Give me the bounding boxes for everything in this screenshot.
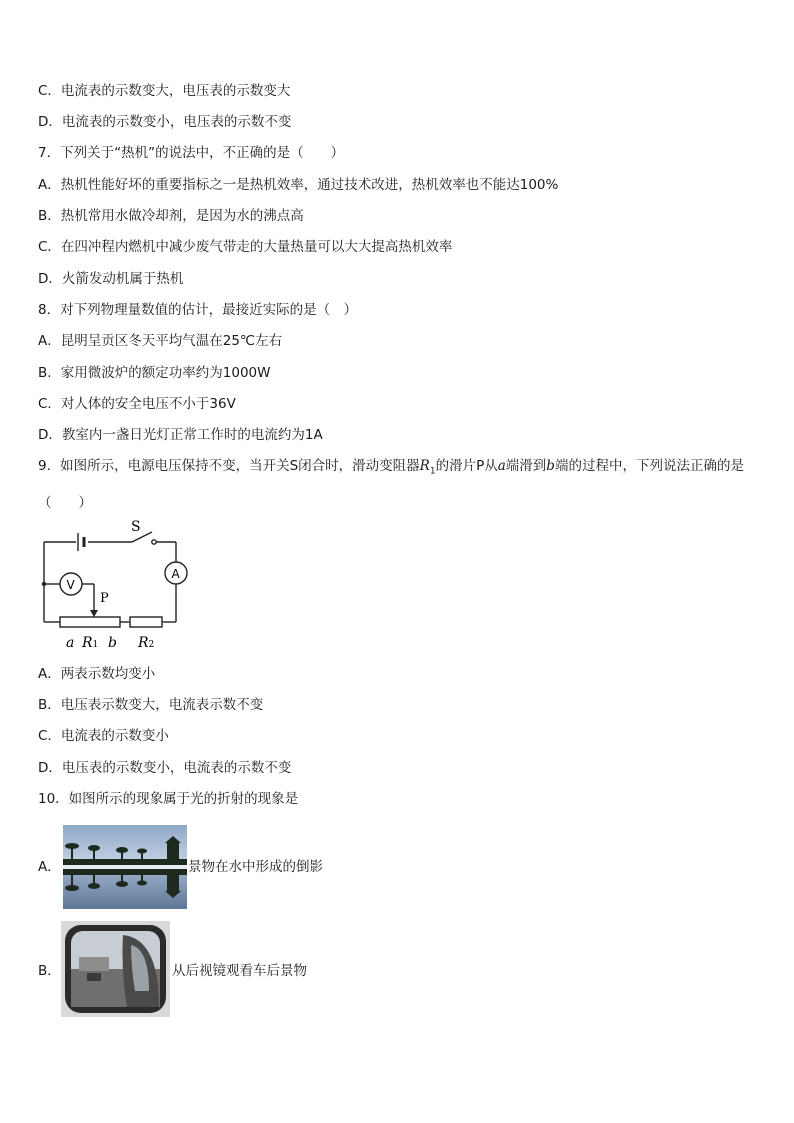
rearview-mirror-photo xyxy=(61,921,170,1017)
q6-option-c: C．电流表的示数变大，电压表的示数变大 xyxy=(38,83,291,99)
q8-option-a: A．昆明呈贡区冬天平均气温在25℃左右 xyxy=(38,333,283,349)
q8-stem: 8．对下列物理量数值的估计，最接近实际的是（ ） xyxy=(38,302,358,318)
q8-option-b: B．家用微波炉的额定功率约为1000W xyxy=(38,365,271,381)
q9-stem: 9．如图所示，电源电压保持不变，当开关S闭合时，滑动变阻器$R_1$的滑片P从a端滑到b端的过程中，下列说法正确的是（ ） xyxy=(38,458,744,511)
circuit-r1-label: R1 xyxy=(82,635,99,651)
q10-option-a-label: A． xyxy=(38,859,61,875)
q8-option-d: D．教室内一盏日光灯正常工作时的电流约为1A xyxy=(38,427,323,443)
circuit-slider-label: P xyxy=(100,591,109,606)
q9-option-b: B．电压表示数变大，电流表示数不变 xyxy=(38,697,264,713)
q6-option-d: D．电流表的示数变小，电压表的示数不变 xyxy=(38,114,292,130)
circuit-end-a-label: a xyxy=(66,635,75,651)
q10-option-b-label: B． xyxy=(38,963,61,979)
circuit-r2-label: R2 xyxy=(138,635,155,651)
q9-option-c: C．电流表的示数变小 xyxy=(38,728,169,744)
q10-stem: 10．如图所示的现象属于光的折射的现象是 xyxy=(38,791,299,807)
q7-option-a: A．热机性能好坏的重要指标之一是热机效率，通过技术改进，热机效率也不能达100% xyxy=(38,177,559,193)
q8-option-c: C．对人体的安全电压不小于36V xyxy=(38,396,236,412)
q7-option-c: C．在四冲程内燃机中减少废气带走的大量热量可以大大提高热机效率 xyxy=(38,239,453,255)
q10-option-a-text: 景物在水中形成的倒影 xyxy=(188,859,323,875)
q10-option-b-text: 从后视镜观看车后景物 xyxy=(172,963,307,979)
q9-option-d: D．电压表的示数变小，电流表的示数不变 xyxy=(38,760,292,776)
circuit-ammeter-label: A xyxy=(171,567,180,581)
q9-circuit-diagram xyxy=(36,516,196,652)
circuit-switch-label: S xyxy=(131,519,141,535)
q7-option-b: B．热机常用水做冷却剂，是因为水的沸点高 xyxy=(38,208,304,224)
q7-option-d: D．火箭发动机属于热机 xyxy=(38,271,184,287)
q9-option-a: A．两表示数均变小 xyxy=(38,666,156,682)
circuit-end-b-label: b xyxy=(108,635,117,651)
q7-stem: 7．下列关于“热机”的说法中，不正确的是（ ） xyxy=(38,145,345,161)
reflection-photo xyxy=(63,825,187,909)
circuit-voltmeter-label: V xyxy=(66,578,75,592)
